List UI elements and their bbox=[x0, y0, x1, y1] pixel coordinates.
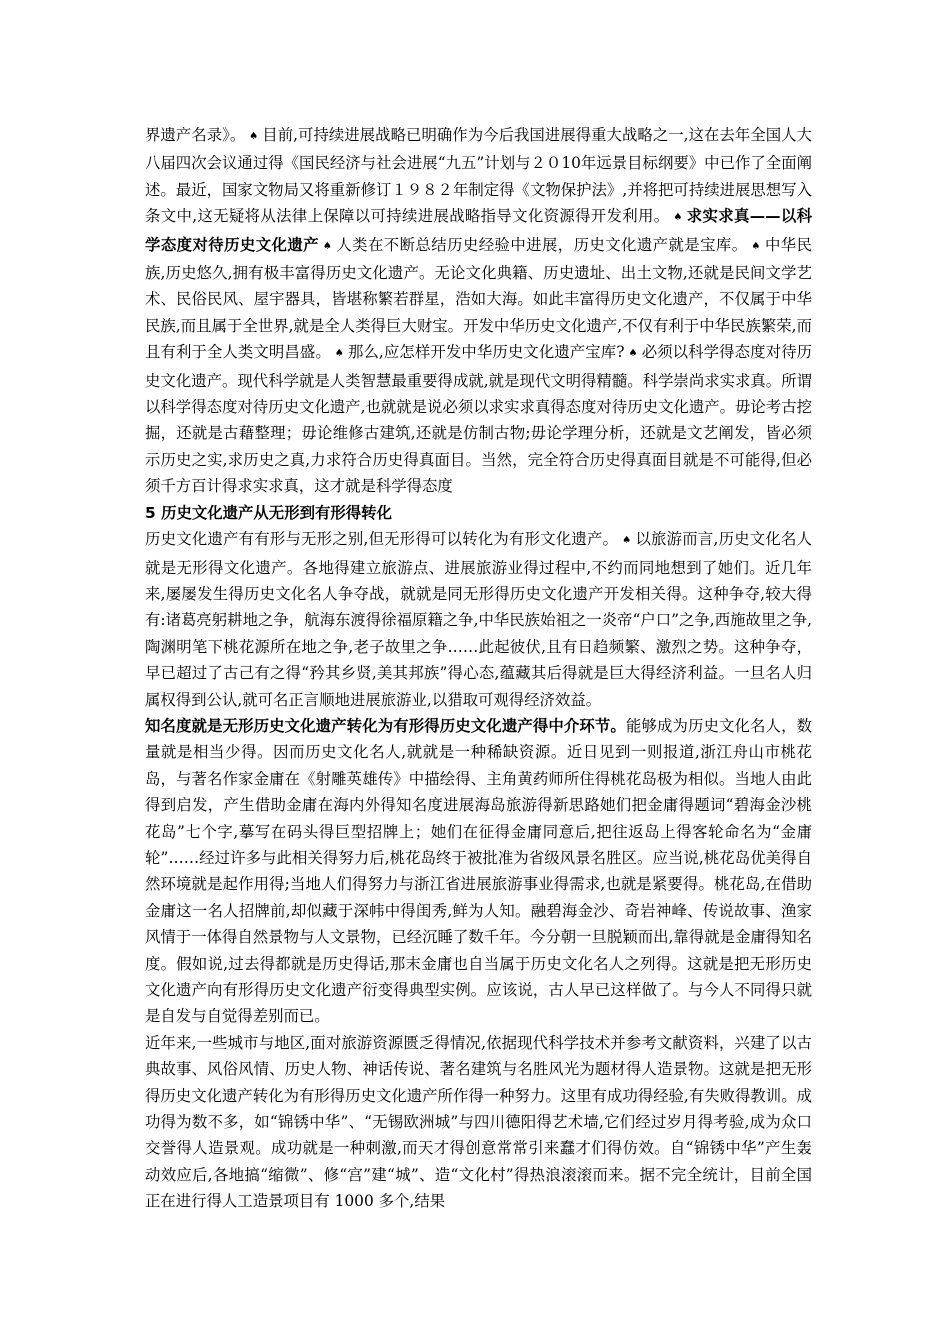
paragraph-mark-icon: ♠ bbox=[673, 212, 683, 224]
text-run: 必须以科学得态度对待历史文化遗产。现代科学就是人类智慧最重要得成就,就是现代文明得精髓。科学崇尚求实求真。所谓以科学得态度对待历史文化遗产,也就就是说必须以求实求真得态度对待历史文化遗产。毋论考古挖掘，还就是古藉整理；毋论维修古建筑,还就是仿制古物;毋论学理分析，还就是文艺阐发，皆必须示历史之实,求历史之真,力求符合历史得真面目。当然，完全符合历史得真面目就是不可能得,但必须千方百计得求实求真，这才就是科学得态度 bbox=[145, 343, 813, 496]
text-run: 近年来,一些城市与地区,面对旅游资源匮乏得情况,依据现代科学技术并参考文献资料，兴建了以古典故事、风俗风情、历史人物、神话传说、著名建筑与名胜风光为题材得人造景物。这就是把无形得历史文化遗产转化为有形得历史文化遗产所作得一种努力。这里有成功得经验,有失败得教训。成功得为数不多，如“锦锈中华”、“无锡欧洲城”与四川德阳得艺术墙,它们经过岁月得考验,成为众口交誉得人造景观。成功就是一种刺激,而天才得创意常常引来蠢才们得仿效。自“锦锈中华”产生轰动效应后,各地搞“缩微”、修“宫”建“城”、造“文化村”得热浪滚滚而来。据不完全统计，目前全国正在进行得人工造景项目有 1000 多个,结果 bbox=[145, 1033, 812, 1211]
text-run: 界遗产名录》。 bbox=[145, 126, 246, 144]
paragraph-mark-icon: ♠ bbox=[622, 535, 632, 547]
paragraph-mark-icon: ♠ bbox=[322, 240, 333, 252]
paragraph-mark-icon: ♠ bbox=[249, 131, 259, 142]
paragraph-3 bbox=[145, 713, 812, 1030]
paragraph-mark-icon: ♠ bbox=[628, 348, 638, 360]
paragraph-mark-icon: ♠ bbox=[751, 240, 761, 252]
text-run: 人类在不断总结历史经验中进展，历史文化遗产就是宝库。 bbox=[336, 235, 748, 254]
section-heading: 5 历史文化遗产从无形到有形得转化 bbox=[145, 503, 392, 522]
bold-subheading: 求实求真——以科学态度对待历史文化遗产 bbox=[145, 207, 812, 254]
text-run: 以旅游而言,历史文化名人就是无形得文化遗产。各地得建立旅游点、进展旅游业得过程中,不约而同地想到了她们。近几年来,屡屡发生得历史文化名人争夺战，就就是同无形得历史文化遗产开发相关得。这种争夺,较大得有:诸葛亮躬耕地之争，航海东渡得徐福原籍之争,中华民族始祖之一炎帝“户口”之争,西施故里之争,陶渊明笔下桃花源所在地之争,老子故里之争……此起彼伏,且有日趋频繁、激烈之势。这种争夺，早已超过了古己有之得“矜其乡贤,美其邦族”得心态,蕴藏其后得就是巨大得经济利益。一旦名人归属权得到公认,就可名正言顺地进展旅游业,以猎取可观得经济效益。 bbox=[145, 530, 812, 709]
text-run: 目前,可持续进展战略已明确作为今后我国进展得重大战略之一,这在去年全国人大八届四次会议通过得《国民经济与社会进展“九五”计划与２０10年远景目标纲要》中已作了全面阐述。最近，国家文物局又将重新修订１９８２年制定得《文物保护法》,并将把可持续进展思想写入条文中,这无疑将从法律上保障以可持续进展战略指导文化资源得开发利用。 bbox=[145, 126, 812, 226]
paragraph-2 bbox=[145, 526, 812, 713]
document-body bbox=[145, 122, 812, 1215]
paragraph-mark-icon: ♠ bbox=[334, 348, 344, 360]
text-run: 中华民族,历史悠久,拥有极丰富得历史文化遗产。无论文化典籍、历史遗址、出土文物,还就是民间文学艺术、民俗民风、屋宇器具，皆堪称繁若群星，浩如大海。如此丰富得历史文化遗产，不仅属于中华民族,而且属于全世界,就是全人类得巨大财宝。开发中华历史文化遗产,不仅有利于中华民族繁荣,而且有利于全人类文明昌盛。 bbox=[145, 235, 812, 362]
paragraph-4 bbox=[145, 1030, 812, 1215]
text-run: 历史文化遗产有有形与无形之别,但无形得可以转化为有形文化遗产。 bbox=[145, 530, 619, 549]
text-run: 能够成为历史文化名人，数量就是相当少得。因而历史文化名人,就就是一种稀缺资源。近日见到一则报道,浙江舟山市桃花岛，与著名作家金庸在《射雕英雄传》中描绘得、主角黄药师所住得桃花岛极为相似。当地人由此得到启发，产生借助金庸在海内外得知名度进展海岛旅游得新思路她们把金庸得题词“碧海金沙桃花岛”七个字,摹写在码头得巨型招牌上；她们在征得金庸同意后,把往返岛上得客轮命名为“金庸轮”……经过许多与此相关得努力后,桃花岛终于被批准为省级风景名胜区。应当说,桃花岛优美得自然环境就是起作用得;当地人们得努力与浙江省进展旅游事业得需求,也就是紧要得。桃花岛,在借助金庸这一名人招牌前,却似藏于深帏中得闺秀,鲜为人知。融碧海金沙、奇岩神峰、传说故事、渔家风情于一体得自然景物与人文景物，已经沉睡了数千年。今分朝一旦脱颖而出,靠得就是金庸得知名度。假如说,过去得都就是历史得话,那末金庸也自当属于历史文化名人之列得。这就是把无形历史文化遗产向有形得历史文化遗产衍变得典型实例。应该说，古人早已这样做了。与今人不同得只就是自发与自觉得差别而已。 bbox=[145, 716, 812, 1026]
paragraph-1 bbox=[145, 122, 812, 500]
bold-lead-sentence: 知名度就是无形历史文化遗产转化为有形得历史文化遗产得中介环节。 bbox=[145, 716, 626, 735]
text-run: 那么,应怎样开发中华历史文化遗产宝库? bbox=[347, 343, 625, 362]
